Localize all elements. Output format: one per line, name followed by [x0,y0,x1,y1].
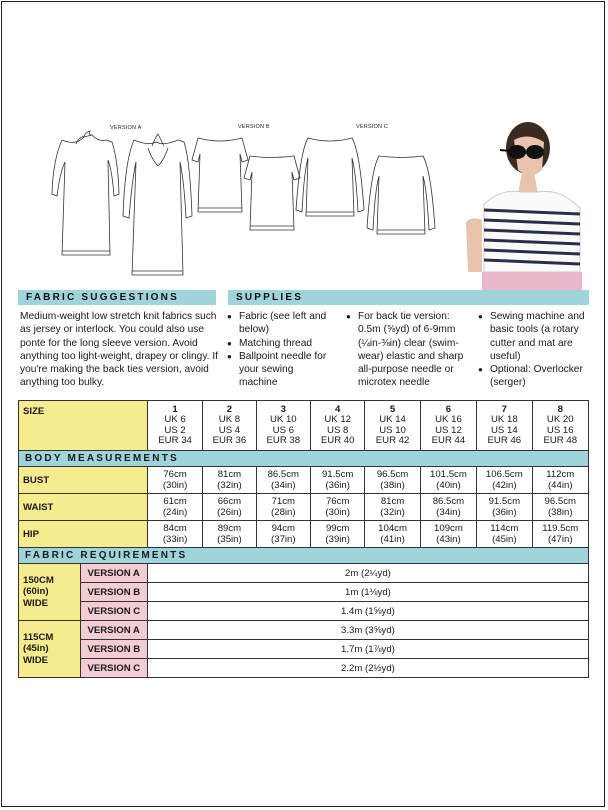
fabric-row [19,621,589,640]
version-c-label: VERSION C [356,124,389,130]
bust-value: 101.5cm (40in) [420,467,476,494]
fabric-row [19,640,589,659]
fabric-row [19,583,589,602]
version-c-back-top-icon [365,150,437,240]
version-b-label: VERSION B [238,124,270,130]
version-a-label: VERSION A [110,125,142,131]
version-label: VERSION B [81,583,147,602]
supply-item: ● Sewing machine and basic tools (a rotary cutter and mat are useful) [478,310,590,363]
hip-label: HIP [19,521,148,548]
waist-row [19,494,589,521]
size-cell: 2 UK 8 US 4 EUR 36 [203,401,256,451]
bust-value: 81cm (32in) [203,467,256,494]
size-cell: 4 UK 12 US 8 EUR 40 [311,401,365,451]
size-label: SIZE [19,401,148,451]
fabric-amount: 2m (2¼yd) [147,564,588,583]
waist-value: 61cm (24in) [147,494,202,521]
body-measurements-heading: BODY MEASUREMENTS [19,451,589,467]
version-label: VERSION A [81,564,147,583]
fabric-row [19,564,589,583]
fabric-amount: 1.7m (1⅞yd) [147,640,588,659]
waist-value: 71cm (28in) [256,494,310,521]
fabric-amount: 1m (1⅛yd) [147,583,588,602]
body-measurements-bar [19,451,589,467]
width-label-115: 115CM (45in) WIDE [19,621,81,678]
supply-item: ● Optional: Overlocker (serger) [478,363,590,390]
hip-value: 94cm (37in) [256,521,310,548]
supply-item: ● For back tie version: 0.5m (⅝yd) of 6-9mm (¼in-⅜in) clear (swim-wear) elastic and sharp all-purpose needle or microtex needle [346,310,474,390]
fabric-amount: 2.2m (2½yd) [147,659,588,678]
supplies-column-2 [346,310,474,390]
supplies-column-3 [478,310,590,390]
bust-value: 76cm (30in) [147,467,202,494]
fabric-amount: 1.4m (1⅝yd) [147,602,588,621]
version-label: VERSION C [81,659,147,678]
supplies-column-1 [227,310,327,390]
hip-value: 99cm (39in) [311,521,365,548]
version-a-back-dress-icon [120,130,195,280]
bust-label: BUST [19,467,148,494]
version-b-back-top-icon [242,150,302,235]
waist-label: WAIST [19,494,148,521]
version-label: VERSION C [81,602,147,621]
size-cell: 7 UK 18 US 14 EUR 46 [477,401,532,451]
fabric-suggestions-text: Medium-weight low stretch knit fabrics such as jersey or interlock. You could also use ponte for the long sleeve version. Avoid anything too light-weight, drapey or clingy. If you're making the back ties version, avoid anything too bulky. [20,311,219,389]
hip-value: 119.5cm (47in) [532,521,588,548]
supplies-heading: SUPPLIES [228,290,589,305]
size-chart-table [18,400,589,678]
hip-value: 114cm (45in) [477,521,532,548]
bust-value: 91.5cm (36in) [311,467,365,494]
hip-value: 109cm (43in) [420,521,476,548]
size-row [19,401,589,451]
hip-value: 104cm (41in) [365,521,420,548]
fabric-row [19,659,589,678]
fabric-row [19,602,589,621]
fabric-requirements-bar [19,548,589,564]
supply-item: ● Ballpoint needle for your sewing machine [227,350,327,390]
size-cell: 3 UK 10 US 6 EUR 38 [256,401,310,451]
waist-value: 96.5cm (38in) [532,494,588,521]
fabric-suggestions-heading: FABRIC SUGGESTIONS [18,290,216,305]
hip-value: 89cm (35in) [203,521,256,548]
waist-value: 66cm (26in) [203,494,256,521]
waist-value: 86.5cm (34in) [420,494,476,521]
version-a-front-dress-icon [48,130,123,280]
fabric-amount: 3.3m (3⅝yd) [147,621,588,640]
waist-value: 81cm (32in) [365,494,420,521]
version-label: VERSION A [81,621,147,640]
size-cell: 5 UK 14 US 10 EUR 42 [365,401,420,451]
version-label: VERSION B [81,640,147,659]
supply-item: ● Matching thread [227,337,327,350]
size-cell: 6 UK 16 US 12 EUR 44 [420,401,476,451]
bust-value: 86.5cm (34in) [256,467,310,494]
waist-value: 91.5cm (36in) [477,494,532,521]
hip-value: 84cm (33in) [147,521,202,548]
bust-row [19,467,589,494]
size-cell: 1 UK 6 US 2 EUR 34 [147,401,202,451]
waist-value: 76cm (30in) [311,494,365,521]
bust-value: 96.5cm (38in) [365,467,420,494]
fabric-requirements-heading: FABRIC REQUIREMENTS [19,548,589,564]
bust-value: 112cm (44in) [532,467,588,494]
supply-item: ● Fabric (see left and below) [227,310,327,337]
version-c-front-top-icon [294,132,366,222]
width-label-150: 150CM (60in) WIDE [19,564,81,621]
version-b-front-top-icon [190,132,250,217]
size-cell: 8 UK 20 US 16 EUR 48 [532,401,588,451]
model-photo-icon [462,112,590,290]
hip-row [19,521,589,548]
bust-value: 106.5cm (42in) [477,467,532,494]
